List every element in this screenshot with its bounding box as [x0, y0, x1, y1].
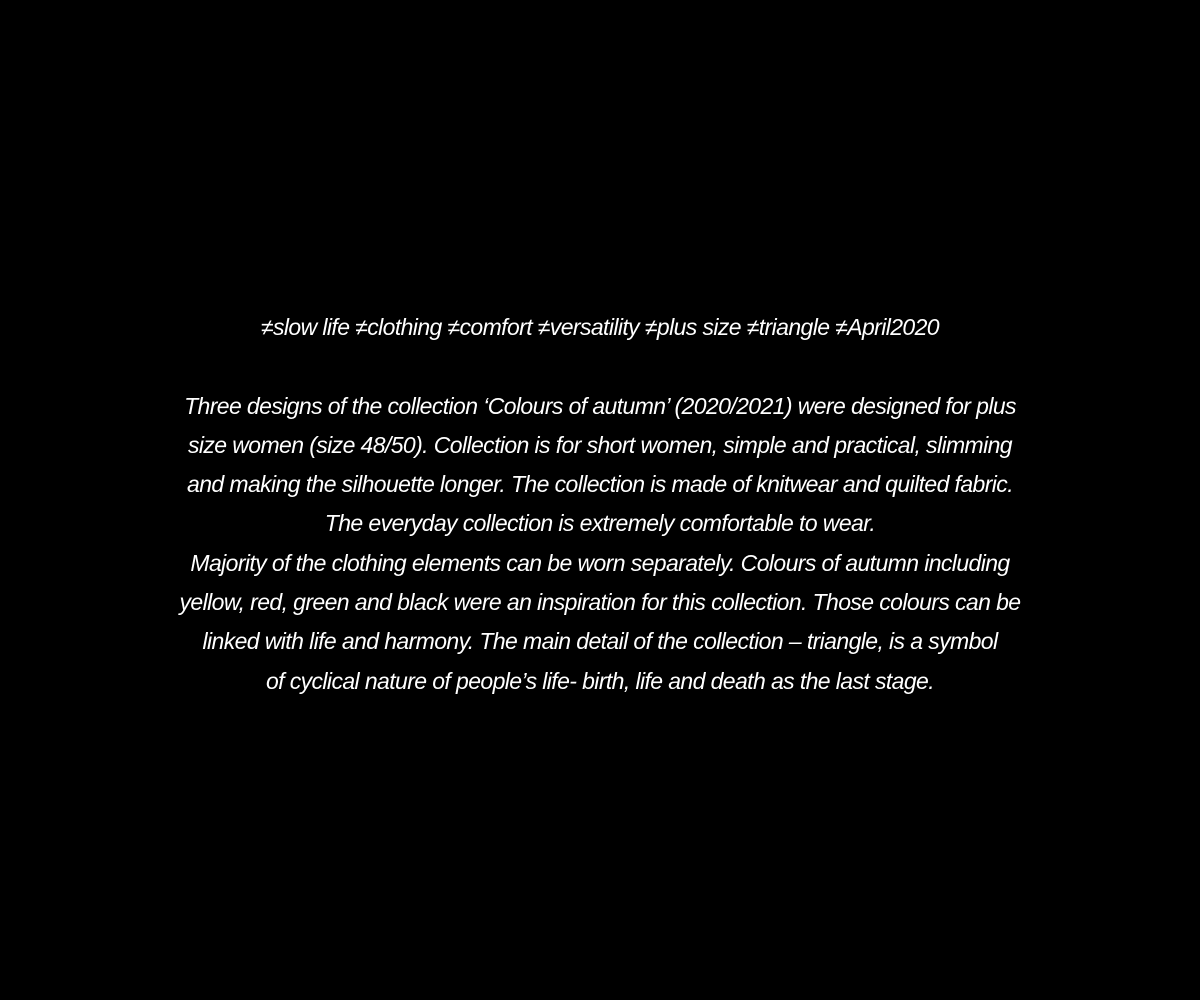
description-line: size women (size 48/50). Collection is for short women, simple and practical, slimming [187, 431, 1012, 458]
description-line: The everyday collection is extremely comfortable to wear. [324, 510, 876, 537]
spacer [100, 347, 1100, 386]
description-line: Three designs of the collection ‘Colours of autumn’ (2020/2021) were designed for plus [184, 392, 1016, 419]
collection-description [100, 308, 1100, 701]
description-line: linked with life and harmony. The main detail of the collection – triangle, is a symbol [202, 628, 998, 655]
description-line: of cyclical nature of people’s life- birth, life and death as the last stage. [265, 667, 935, 694]
description-line: Majority of the clothing elements can be worn separately. Colours of autumn including [190, 549, 1010, 576]
description-line: and making the silhouette longer. The collection is made of knitwear and quilted fabric. [187, 471, 1013, 498]
description-line: yellow, red, green and black were an inspiration for this collection. Those colours can be [179, 589, 1021, 616]
tags-line: ≠slow life ≠clothing ≠comfort ≠versatility ≠plus size ≠triangle ≠April2020 [260, 314, 939, 340]
